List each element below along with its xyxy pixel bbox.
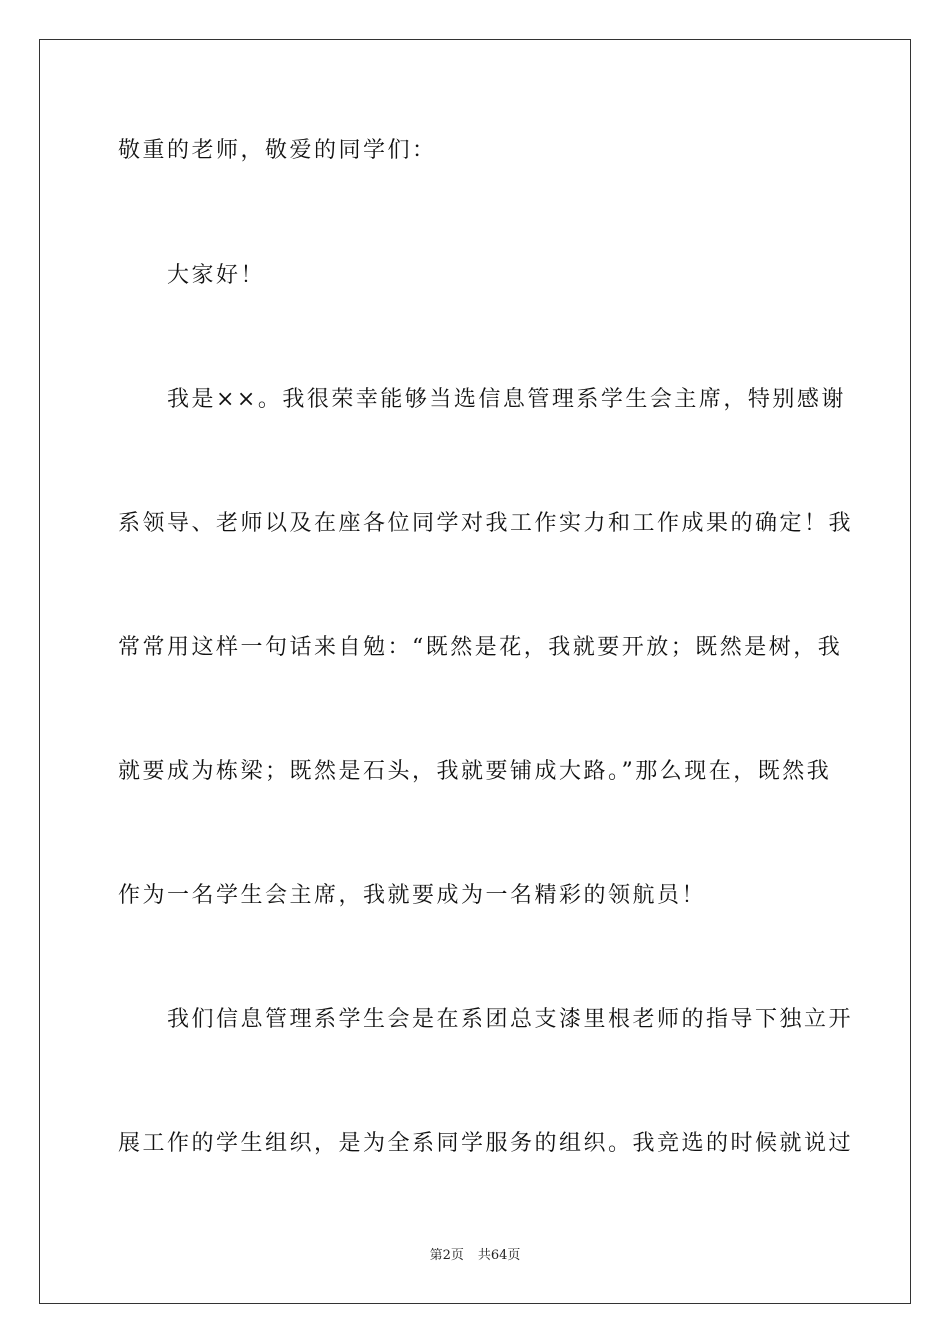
text-line: 展工作的学生组织，是为全系同学服务的组织。我竞选的时候就说过: [118, 1131, 854, 1156]
text-line: 大家好！: [118, 263, 266, 288]
page-number: 第2页: [429, 1248, 464, 1263]
text-line: 我们信息管理系学生会是在系团总支漆里根老师的指导下独立开: [118, 1007, 854, 1032]
page-footer: [0, 1247, 950, 1265]
text-line: 作为一名学生会主席，我就要成为一名精彩的领航员！: [118, 883, 707, 908]
text-line: 敬重的老师，敬爱的同学们：: [118, 138, 437, 163]
text-line: 系领导、老师以及在座各位同学对我工作实力和工作成果的确定！我: [118, 511, 854, 536]
text-line: 我是××。我很荣幸能够当选信息管理系学生会主席，特别感谢: [118, 387, 846, 412]
page-total: 共64页: [477, 1248, 521, 1263]
text-line: 常常用这样一句话来自勉：“既然是花，我就要开放；既然是树，我: [118, 635, 843, 660]
page-frame: [39, 39, 911, 1304]
text-line: 就要成为栋梁；既然是石头，我就要铺成大路。”那么现在，既然我: [118, 759, 832, 784]
